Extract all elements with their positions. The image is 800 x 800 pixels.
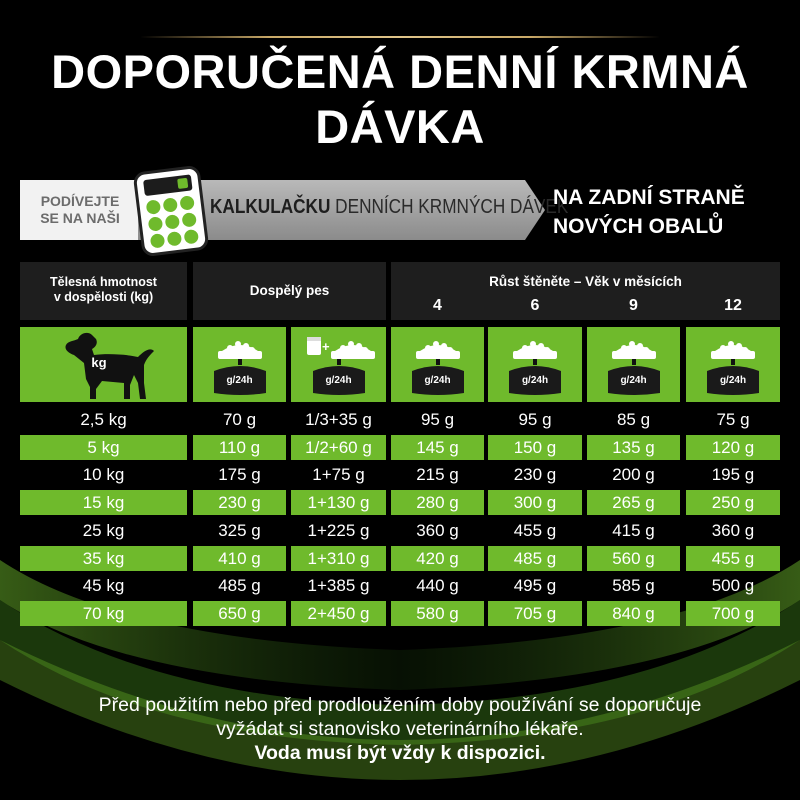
- footer-line2: vyžádat si stanovisko veterinárního lékaře.: [216, 718, 584, 740]
- age-9: 9: [629, 297, 638, 314]
- row-value-cell: 95 g: [518, 410, 552, 429]
- row-value-cell: 230 g: [513, 465, 557, 485]
- dog-kg-label: kg: [91, 355, 107, 370]
- row-value-cell: 175 g: [218, 465, 261, 485]
- table-row: [0, 601, 800, 628]
- row-value-cell: 120 g: [686, 435, 780, 460]
- row-value-cell: 95 g: [420, 410, 455, 429]
- gold-divider: [140, 36, 660, 38]
- row-value-cell: 2+450 g: [291, 601, 386, 626]
- row-value-cell: 280 g: [391, 490, 484, 515]
- banner-side-text: [553, 183, 793, 241]
- row-weight-cell: 45 kg: [82, 576, 125, 596]
- row-weight-cell: 2,5 kg: [80, 410, 127, 429]
- row-weight-cell: 10 kg: [82, 465, 125, 485]
- row-value-cell: 250 g: [686, 490, 780, 515]
- row-value-cell: 500 g: [711, 576, 755, 596]
- row-weight-cell: 5 kg: [20, 435, 187, 460]
- row-value-cell: 455 g: [686, 546, 780, 571]
- row-value-cell: 110 g: [193, 435, 286, 460]
- row-value-cell: 440 g: [416, 576, 459, 596]
- row-value-cell: 1+130 g: [291, 490, 386, 515]
- header-growth-label: Růst štěněte – Věk v měsících: [489, 274, 682, 289]
- calculator-icon: [132, 164, 210, 258]
- row-value-cell: 200 g: [612, 465, 655, 485]
- row-value-cell: 485 g: [218, 576, 261, 596]
- age-12: 12: [724, 297, 742, 314]
- scale-icon: [398, 331, 478, 405]
- row-value-cell: 85 g: [616, 410, 651, 429]
- row-value-cell: 360 g: [416, 520, 459, 540]
- header-weight-line2: v dospělosti (kg): [53, 290, 154, 304]
- age-6: 6: [530, 297, 540, 314]
- scale-icon-cell: [587, 327, 680, 402]
- banner-lead-line1: PODÍVEJTE: [40, 193, 120, 209]
- row-value-cell: 215 g: [416, 465, 459, 485]
- row-value-cell: 325 g: [218, 520, 261, 540]
- banner-text: [210, 196, 568, 219]
- row-value-cell: 1/3+35 g: [305, 410, 372, 429]
- table-row: [0, 407, 800, 434]
- table-row: [0, 573, 800, 600]
- unit-label: g/24h: [620, 375, 647, 386]
- row-weight-cell: 25 kg: [82, 520, 125, 540]
- row-value-cell: 495 g: [513, 576, 557, 596]
- unit-label: g/24h: [521, 375, 549, 386]
- row-value-cell: 230 g: [193, 490, 286, 515]
- page-title: DOPORUČENÁ DENNÍ KRMNÁ DÁVKA: [51, 45, 749, 153]
- row-value-cell: 585 g: [612, 576, 655, 596]
- row-weight-cell: 70 kg: [20, 601, 187, 626]
- row-value-cell: 145 g: [391, 435, 484, 460]
- row-value-cell: 560 g: [587, 546, 680, 571]
- can-plus-scale-icon: [299, 331, 379, 405]
- age-4: 4: [433, 297, 442, 314]
- row-value-cell: 420 g: [391, 546, 484, 571]
- scale-icon-cell: [193, 327, 286, 402]
- row-value-cell: 1+75 g: [312, 465, 365, 485]
- row-value-cell: 455 g: [513, 520, 557, 540]
- header-weight-line1: Tělesná hmotnost: [50, 275, 157, 289]
- row-value-cell: 650 g: [193, 601, 286, 626]
- row-value-cell: 840 g: [587, 601, 680, 626]
- scale-icon: [200, 331, 280, 405]
- row-weight-cell: 15 kg: [20, 490, 187, 515]
- row-value-cell: 1+385 g: [307, 576, 370, 596]
- row-value-cell: 415 g: [612, 520, 655, 540]
- row-value-cell: 70 g: [222, 410, 257, 429]
- footer-line3: Voda musí být vždy k dispozici.: [254, 742, 546, 764]
- footer-line1: Před použitím nebo před prodloužením doby používání se doporučuje: [98, 694, 702, 716]
- banner-strong: KALKULAČKU: [210, 196, 331, 218]
- banner-side-line1: NA ZADNÍ STRANĚ: [553, 186, 745, 209]
- banner-rest: DENNÍCH KRMNÝCH DÁVEK: [335, 196, 569, 218]
- unit-label: g/24h: [325, 375, 352, 386]
- scale-icon-cell: [686, 327, 780, 402]
- scale-icon-cell: [291, 327, 386, 402]
- row-value-cell: 1/2+60 g: [291, 435, 386, 460]
- banner-side-line2: NOVÝCH OBALŮ: [553, 215, 724, 238]
- banner-lead: [22, 193, 138, 227]
- row-weight-cell: 35 kg: [20, 546, 187, 571]
- plus-sign: +: [322, 339, 330, 354]
- row-value-cell: 195 g: [711, 465, 755, 485]
- scale-icon: [495, 331, 575, 405]
- banner-lead-line2: SE NA NAŠI: [40, 210, 120, 226]
- table-row: [0, 546, 800, 573]
- scale-icon-cell: [488, 327, 582, 402]
- row-value-cell: 410 g: [193, 546, 286, 571]
- row-value-cell: 265 g: [587, 490, 680, 515]
- table-row: [0, 490, 800, 517]
- table-row: [0, 435, 800, 462]
- row-value-cell: 485 g: [488, 546, 582, 571]
- row-value-cell: 1+225 g: [307, 520, 370, 540]
- unit-label: g/24h: [226, 375, 253, 386]
- row-value-cell: 705 g: [488, 601, 582, 626]
- table-row: [0, 462, 800, 489]
- footer-note: [0, 693, 800, 765]
- scale-icon-cell: [391, 327, 484, 402]
- scale-icon: [693, 331, 773, 405]
- row-value-cell: 1+310 g: [291, 546, 386, 571]
- row-value-cell: 580 g: [391, 601, 484, 626]
- row-value-cell: 360 g: [711, 520, 755, 540]
- header-adult-label: Dospělý pes: [249, 283, 330, 298]
- row-value-cell: 300 g: [488, 490, 582, 515]
- row-value-cell: 700 g: [686, 601, 780, 626]
- row-value-cell: 150 g: [488, 435, 582, 460]
- unit-label: g/24h: [719, 375, 747, 386]
- row-value-cell: 135 g: [587, 435, 680, 460]
- scale-icon: [594, 331, 674, 405]
- dog-icon-cell: [20, 327, 187, 402]
- header-weight-label: [20, 275, 187, 305]
- table-row: [0, 518, 800, 545]
- row-value-cell: 75 g: [716, 410, 750, 429]
- unit-label: g/24h: [424, 375, 451, 386]
